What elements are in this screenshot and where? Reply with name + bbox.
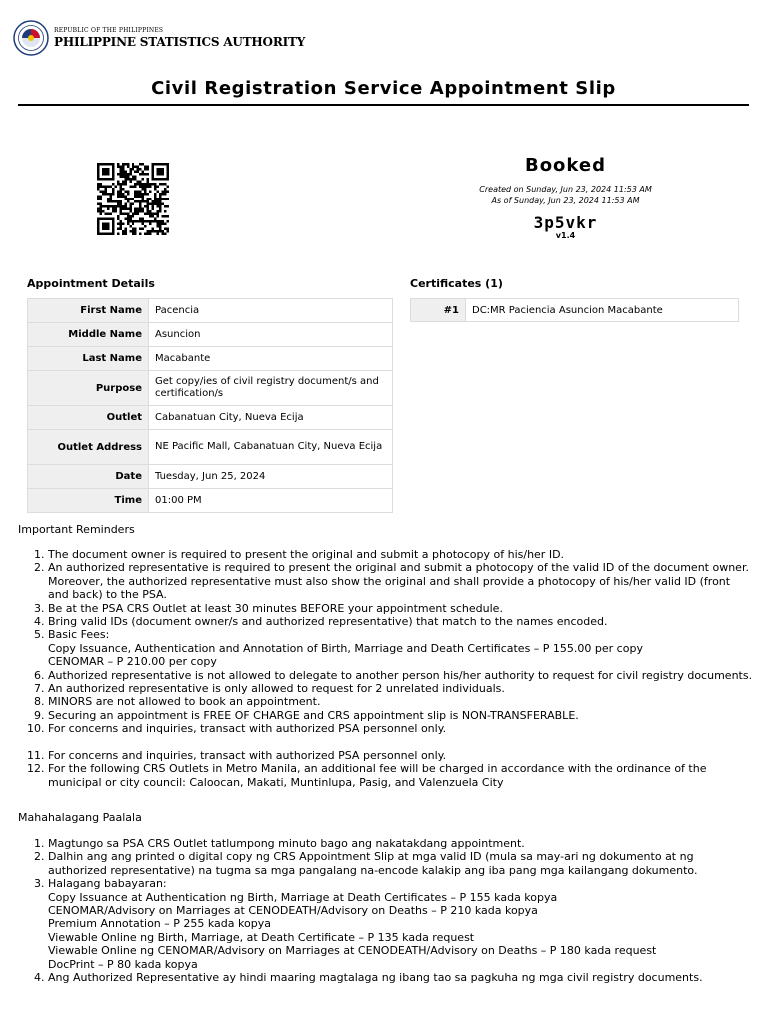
row-label: Time	[28, 489, 149, 513]
psa-seal-icon	[13, 20, 49, 56]
list-spacer	[48, 736, 753, 749]
list-item: 1. The document owner is required to present the original and submit a photocopy of his/her ID.	[48, 548, 753, 561]
appointment-details-table	[27, 298, 393, 513]
row-label: Outlet Address	[28, 430, 149, 465]
table-row	[28, 406, 393, 430]
row-label: First Name	[28, 299, 149, 323]
table-row	[28, 489, 393, 513]
list-item: 6. Authorized representative is not allowed to delegate to another person his/her authority to request for civil registry documents.	[48, 669, 753, 682]
list-item: 4. Bring valid IDs (document owner/s and authorized representative) that match to the names encoded.	[48, 615, 753, 628]
reference-code: 3p5vkr	[533, 213, 598, 232]
list-item: 12. For the following CRS Outlets in Metro Manila, an additional fee will be charged in accordance with the ordinance of the municipal or city council: Caloocan, Makati, Muntinlupa, Pasig, and Valenzuela City	[48, 762, 753, 789]
row-value: Tuesday, Jun 25, 2024	[149, 465, 393, 489]
status-label: Booked	[524, 155, 607, 176]
row-value: NE Pacific Mall, Cabanatuan City, Nueva Ecija	[149, 430, 393, 465]
table-row	[28, 465, 393, 489]
fee-line: Viewable Online ng CENOMAR/Advisory on Marriages at CENODEATH/Advisory on Deaths – P 180 kada request	[48, 944, 657, 958]
list-item: 10. For concerns and inquiries, transact with authorized PSA personnel only.	[48, 722, 753, 735]
row-label: Middle Name	[28, 323, 149, 347]
certificates-table	[410, 298, 739, 322]
row-value: Asuncion	[149, 323, 393, 347]
row-label: Purpose	[28, 371, 149, 406]
fee-line: Copy Issuance at Authentication ng Birth, Marriage at Death Certificates – P 155 kada kopya	[48, 890, 558, 904]
row-label: Last Name	[28, 347, 149, 371]
table-row	[411, 299, 739, 322]
fee-line: Premium Annotation – P 255 kada kopya	[48, 917, 271, 931]
certificate-value: DC:MR Paciencia Asuncion Macabante	[466, 299, 739, 322]
page-title: Civil Registration Service Appointment Slip	[151, 78, 616, 99]
table-row	[28, 347, 393, 371]
agency-small: REPUBLIC OF THE PHILIPPINES	[54, 27, 164, 34]
fee-line: CENOMAR – P 210.00 per copy	[48, 655, 217, 669]
row-value: Get copy/ies of civil registry document/s and certification/s	[149, 371, 393, 406]
paalala-heading: Mahahalagang Paalala	[18, 811, 142, 824]
table-row	[28, 323, 393, 347]
list-item: 7. An authorized representative is only allowed to request for 2 unrelated individuals.	[48, 682, 753, 695]
qr-code-icon	[95, 163, 171, 235]
fees-heading: Basic Fees:	[48, 628, 110, 642]
psa-logo	[13, 20, 305, 56]
row-label: Outlet	[28, 406, 149, 430]
list-item: 9. Securing an appointment is FREE OF CHARGE and CRS appointment slip is NON-TRANSFERABLE.	[48, 709, 753, 722]
fee-line: Copy Issuance, Authentication and Annotation of Birth, Marriage and Death Certificates – P 155.00 per copy	[48, 641, 643, 655]
list-item: 3. Be at the PSA CRS Outlet at least 30 minutes BEFORE your appointment schedule.	[48, 602, 753, 615]
row-value: Macabante	[149, 347, 393, 371]
list-item: 1. Magtungo sa PSA CRS Outlet tatlumpong minuto bago ang nakatakdang appointment.	[48, 837, 753, 850]
list-item: 2. Dalhin ang ang printed o digital copy ng CRS Appointment Slip at mga valid ID (mula sa may-ari ng dokumento at ng authorized representative) na tugma sa mga pangalang na-encode kalakip ang iba pang mga kailangang dokumento.	[48, 850, 753, 877]
list-item: 11. For concerns and inquiries, transact with authorized PSA personnel only.	[48, 749, 753, 762]
list-item	[48, 877, 753, 971]
fee-line: Viewable Online ng Birth, Marriage, at Death Certificate – P 135 kada request	[48, 930, 475, 944]
row-value: Cabanatuan City, Nueva Ecija	[149, 406, 393, 430]
table-row	[28, 430, 393, 465]
row-value: 01:00 PM	[149, 489, 393, 513]
list-item: 2. An authorized representative is required to present the original and submit a photocopy of the valid ID of the document owner. Moreover, the authorized representative must also show the original and shall provide a photocopy of his/her valid ID (front and back) to the PSA.	[48, 561, 753, 601]
title-divider	[18, 104, 749, 106]
reminders-list	[18, 548, 753, 789]
created-timestamp: Created on Sunday, Jun 23, 2024 11:53 AM	[479, 185, 652, 194]
fees-heading: Halagang babayaran:	[48, 877, 167, 891]
row-label: Date	[28, 465, 149, 489]
paalala-list	[18, 837, 753, 984]
version-label: v1.4	[555, 231, 576, 240]
row-value: Pacencia	[149, 299, 393, 323]
list-item: 4. Ang Authorized Representative ay hindi maaring magtalaga ng ibang tao sa pagkuha ng mga civil registry documents.	[48, 971, 753, 984]
table-row	[28, 371, 393, 406]
certificates-heading: Certificates (1)	[410, 277, 503, 290]
fee-line: CENOMAR/Advisory on Marriages at CENODEATH/Advisory on Deaths – P 210 kada kopya	[48, 904, 538, 918]
certificate-number: #1	[411, 299, 466, 322]
list-item	[48, 628, 753, 668]
status-block	[400, 155, 731, 240]
asof-timestamp: As of Sunday, Jun 23, 2024 11:53 AM	[491, 196, 640, 205]
appointment-details-heading: Appointment Details	[27, 277, 155, 290]
list-item: 8. MINORS are not allowed to book an appointment.	[48, 695, 753, 708]
table-row	[28, 299, 393, 323]
fee-line: DocPrint – P 80 kada kopya	[48, 957, 198, 971]
agency-name: PHILIPPINE STATISTICS AUTHORITY	[54, 35, 306, 49]
important-reminders-heading: Important Reminders	[18, 523, 135, 536]
